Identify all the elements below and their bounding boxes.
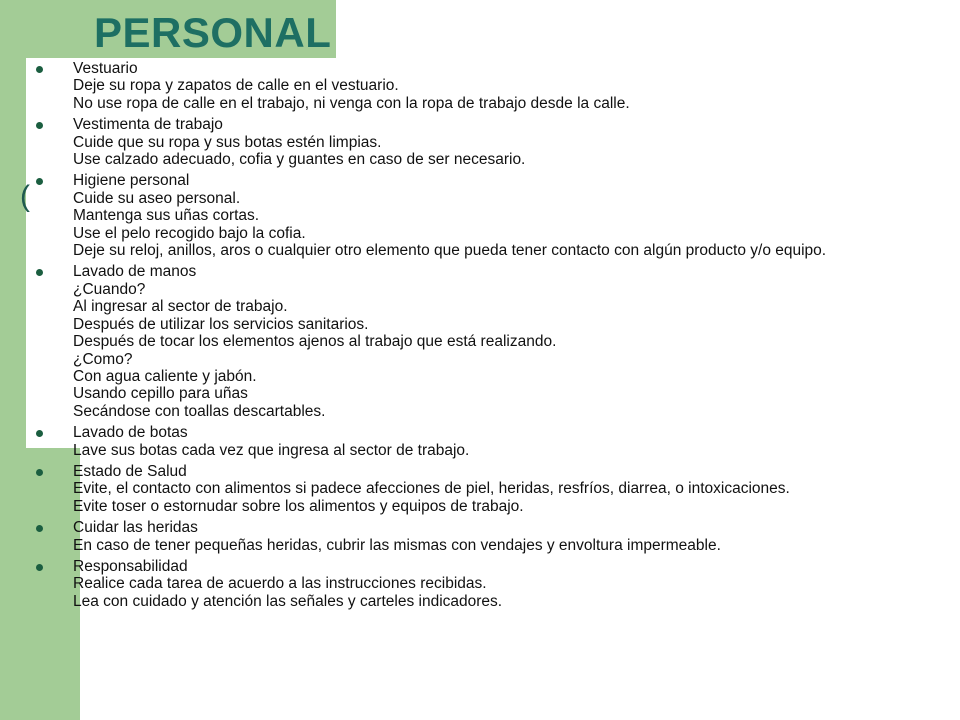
list-item	[36, 172, 936, 259]
list-item	[36, 519, 936, 554]
item-heading: Estado de Salud	[73, 462, 187, 480]
bullet-icon	[36, 122, 43, 129]
item-heading: Lavado de manos	[73, 263, 197, 281]
list-item	[36, 463, 936, 515]
item-line: Lave sus botas cada vez que ingresa al sector de trabajo.	[73, 441, 470, 459]
item-line: Deje su ropa y zapatos de calle en el vestuario.	[73, 77, 399, 95]
item-line: Mantenga sus uñas cortas.	[73, 207, 260, 225]
bullet-icon	[36, 430, 43, 437]
item-line: Después de utilizar los servicios sanitarios.	[73, 315, 369, 333]
item-line: Evite toser o estornudar sobre los alimentos y equipos de trabajo.	[73, 497, 524, 515]
list-item	[36, 558, 936, 610]
item-heading: Vestimenta de trabajo	[73, 116, 223, 134]
item-line: Use calzado adecuado, cofia y guantes en caso de ser necesario.	[73, 151, 526, 169]
bullet-icon	[36, 178, 43, 185]
item-line: Evite, el contacto con alimentos si padece afecciones de piel, heridas, resfríos, diarrea, o intoxicaciones.	[73, 480, 790, 498]
item-line: ¿Como?	[73, 350, 133, 368]
list-item	[36, 424, 936, 459]
list-item	[36, 116, 936, 168]
item-line: Al ingresar al sector de trabajo.	[73, 298, 288, 316]
item-heading: Cuidar las heridas	[73, 519, 198, 537]
item-line: Deje su reloj, anillos, aros o cualquier otro elemento que pueda tener contacto con algún producto y/o equipo.	[73, 242, 827, 260]
bullet-icon	[36, 66, 43, 73]
background-glyph: (	[20, 180, 30, 213]
item-heading: Responsabilidad	[73, 557, 188, 575]
bullet-icon	[36, 469, 43, 476]
item-line: Use el pelo recogido bajo la cofia.	[73, 224, 306, 242]
item-line: Lea con cuidado y atención las señales y carteles indicadores.	[73, 592, 503, 610]
item-heading: Higiene personal	[73, 172, 190, 190]
item-heading: Lavado de botas	[73, 424, 188, 442]
item-line: Con agua caliente y jabón.	[73, 367, 257, 385]
item-line: Secándose con toallas descartables.	[73, 402, 326, 420]
item-line: Cuide que su ropa y sus botas estén limpias.	[73, 133, 382, 151]
item-line: Usando cepillo para uñas	[73, 385, 248, 403]
bullet-list	[36, 60, 936, 614]
item-line: Realice cada tarea de acuerdo a las instrucciones recibidas.	[73, 575, 487, 593]
slide-title: PERSONAL	[94, 9, 332, 56]
item-line: No use ropa de calle en el trabajo, ni venga con la ropa de trabajo desde la calle.	[73, 94, 630, 112]
bullet-icon	[36, 269, 43, 276]
item-line: En caso de tener pequeñas heridas, cubrir las mismas con vendajes y envoltura impermeable.	[73, 536, 721, 554]
item-line: Cuide su aseo personal.	[73, 189, 241, 207]
item-line: Después de tocar los elementos ajenos al trabajo que está realizando.	[73, 333, 557, 351]
bullet-icon	[36, 525, 43, 532]
item-heading: Vestuario	[73, 60, 138, 77]
bullet-icon	[36, 564, 43, 571]
list-item	[36, 263, 936, 420]
item-line: ¿Cuando?	[73, 280, 146, 298]
list-item	[36, 60, 936, 112]
